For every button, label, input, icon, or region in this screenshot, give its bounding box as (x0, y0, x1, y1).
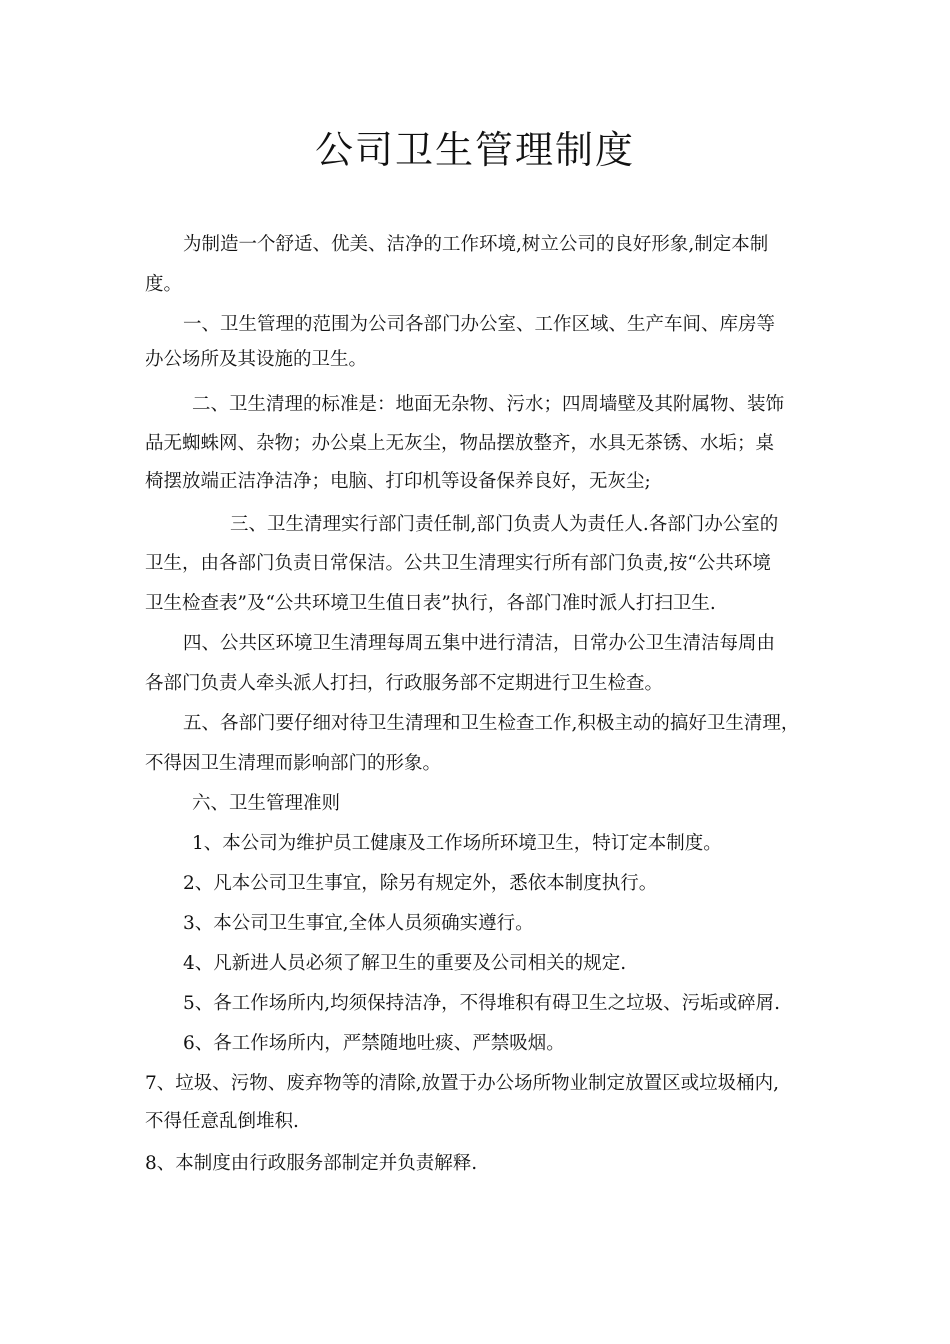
paragraph-line: 一、卫生管理的范围为公司各部门办公室、工作区域、生产车间、库房等 (183, 314, 776, 335)
rule-item: 7、垃圾、污物、废弃物等的清除,放置于办公场所物业制定放置区或垃圾桶内, (145, 1073, 780, 1094)
rule-item: 1、本公司为维护员工健康及工作场所环境卫生，特订定本制度。 (192, 833, 722, 854)
paragraph-line: 为制造一个舒适、优美、洁净的工作环境,树立公司的良好形象,制定本制 (183, 234, 769, 255)
rule-item: 不得任意乱倒堆积. (145, 1111, 299, 1132)
paragraph-line: 二、卫生清理的标准是：地面无杂物、污水；四周墙壁及其附属物、装饰 (192, 394, 785, 415)
section-heading: 六、卫生管理准则 (192, 793, 341, 814)
rule-item: 8、本制度由行政服务部制定并负责解释. (145, 1153, 478, 1174)
paragraph-line: 三、卫生清理实行部门责任制,部门负责人为责任人.各部门办公室的 (230, 514, 779, 535)
paragraph-line: 椅摆放端正洁净洁净；电脑、打印机等设备保养良好，无灰尘; (145, 471, 651, 492)
rule-item: 6、各工作场所内，严禁随地吐痰、严禁吸烟。 (183, 1033, 565, 1054)
rule-item: 2、凡本公司卫生事宜，除另有规定外，悉依本制度执行。 (183, 873, 658, 894)
paragraph-line: 品无蜘蛛网、杂物；办公桌上无灰尘，物品摆放整齐，水具无茶锈、水垢；桌 (145, 433, 775, 454)
rule-item: 3、本公司卫生事宜,全体人员须确实遵行。 (183, 913, 534, 934)
paragraph-line: 卫生检查表”及“公共环境卫生值日表”执行，各部门准时派人打扫卫生. (145, 593, 716, 614)
paragraph-line: 四、公共区环境卫生清理每周五集中进行清洁，日常办公卫生清洁每周由 (183, 633, 776, 654)
document-title: 公司卫生管理制度 (314, 128, 635, 172)
paragraph-line: 度。 (145, 274, 183, 295)
paragraph-line: 办公场所及其设施的卫生。 (145, 349, 368, 370)
paragraph-line: 五、各部门要仔细对待卫生清理和卫生检查工作,积极主动的搞好卫生清理， (183, 713, 800, 734)
paragraph-line: 卫生，由各部门负责日常保洁。公共卫生清理实行所有部门负责,按“公共环境 (145, 553, 771, 574)
rule-item: 5、各工作场所内,均须保持洁净，不得堆积有碍卫生之垃圾、污垢或碎屑. (183, 993, 781, 1014)
paragraph-line: 各部门负责人牵头派人打扫，行政服务部不定期进行卫生检查。 (145, 673, 664, 694)
paragraph-line: 不得因卫生清理而影响部门的形象。 (145, 753, 442, 774)
rule-item: 4、凡新进人员必须了解卫生的重要及公司相关的规定. (183, 953, 627, 974)
